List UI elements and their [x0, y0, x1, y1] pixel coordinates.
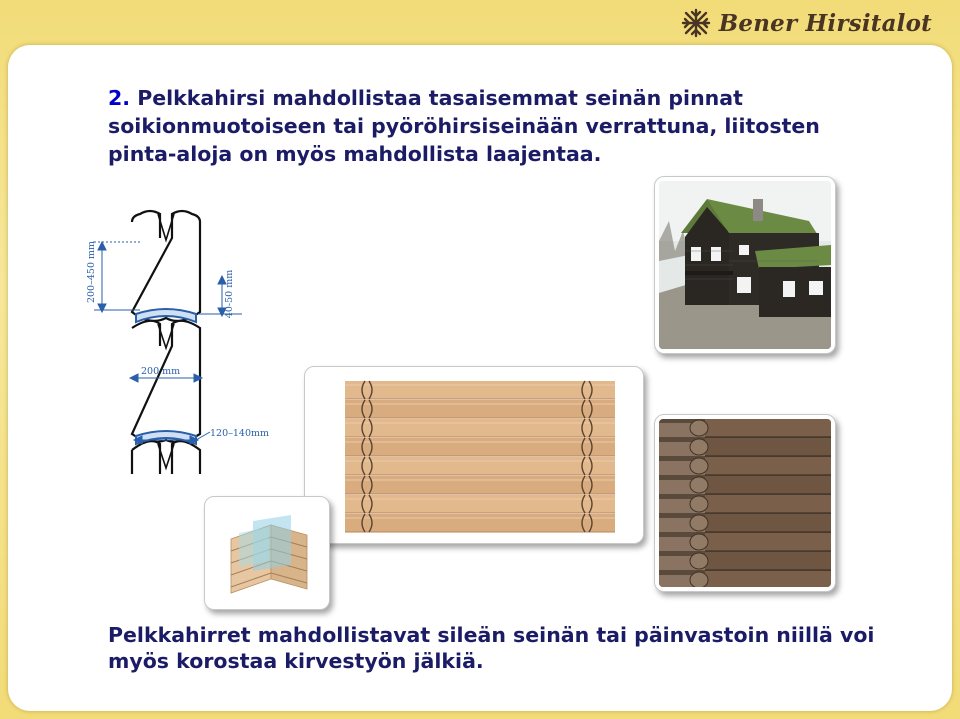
heading-text: Pelkkahirsi mahdollistaa tasaisemmat seinän pinnat soikionmuotoiseen tai pyöröhirsiseinään verrattuna, liitosten pinta-aloja on myös mahdollista laajentaa.	[108, 86, 820, 166]
smooth-log-wall-illustration	[304, 366, 644, 544]
dimension-groove-label: 120–140mm	[210, 428, 270, 439]
log-profile-top	[132, 211, 200, 321]
heading-number: 2.	[108, 86, 131, 110]
log-profile-middle	[132, 321, 200, 442]
slide-caption: Pelkkahirret mahdollistavat sileän seinän tai päinvastoin niillä voi myös korostaa kirvestyön jälkiä.	[108, 623, 875, 673]
dimension-width-label: 200 mm	[141, 366, 181, 377]
snowflake-logo-icon	[681, 8, 711, 38]
brand-name: Bener Hirsitalot	[718, 9, 932, 37]
log-corner-photo	[654, 414, 836, 592]
brand-header	[681, 4, 932, 42]
dimension-height-label: 200–450 mm	[86, 240, 97, 304]
dimension-joint-label: 40-50 mm	[224, 269, 235, 319]
slide-heading	[108, 84, 848, 168]
log-house-photo	[654, 176, 836, 354]
log-profile-drawing	[80, 178, 280, 478]
corner-joint-illustration	[204, 496, 330, 610]
